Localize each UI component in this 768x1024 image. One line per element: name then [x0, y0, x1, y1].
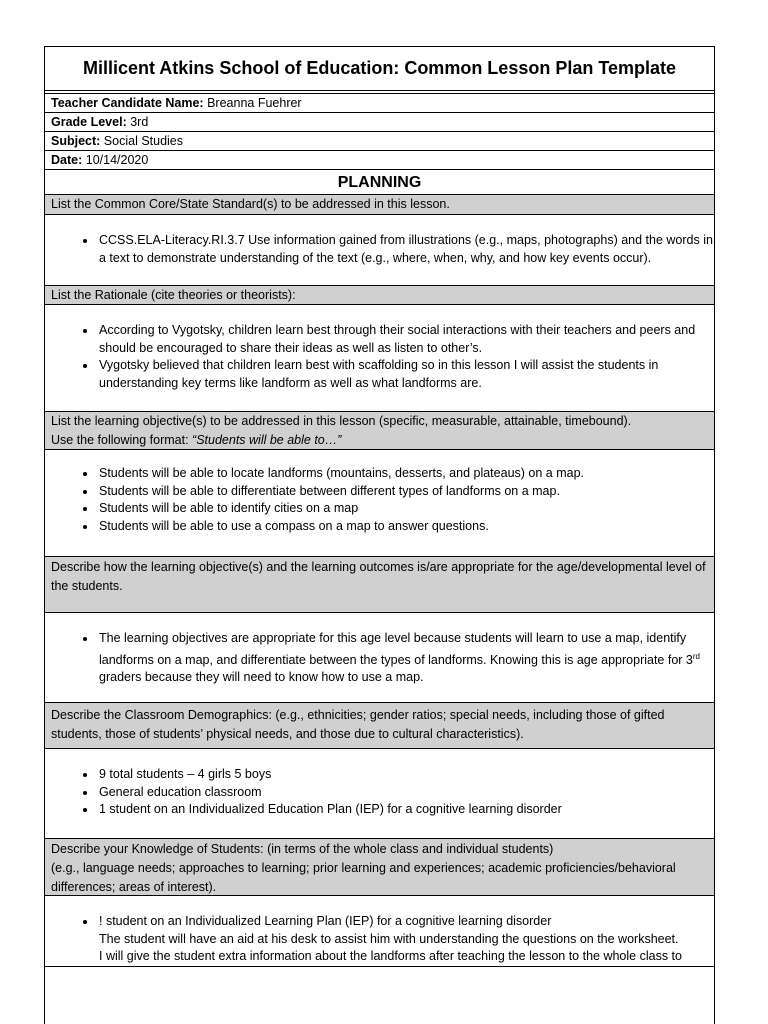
list-item: • Vygotsky believed that children learn best with scaffolding so in this lesson I will assist the students in understanding key terms like landform as well as what landforms are. — [97, 357, 714, 392]
info-value: 10/14/2020 — [85, 153, 149, 167]
list-item: • According to Vygotsky, children learn best through their social interactions with their teachers and peers and should be encouraged to share their ideas as well as listen to other’s. — [97, 322, 714, 357]
grade-level-row — [45, 113, 714, 132]
objectives-prompt — [45, 412, 714, 450]
info-value: 3rd — [130, 115, 149, 129]
knowledge-content — [45, 896, 714, 967]
demographics-prompt: Describe the Classroom Demographics: (e.g., ethnicities; gender ratios; special needs, including those of gifted students, those of students’ physical needs, and those due to cultural characteristics). — [45, 703, 714, 749]
list-item: • Students will be able to differentiate between different types of landforms on a map. — [97, 483, 714, 501]
appropriateness-prompt: Describe how the learning objective(s) and the learning outcomes is/are appropriate for the age/developmental level of the students. — [45, 557, 714, 613]
standards-prompt: List the Common Core/State Standard(s) to be addressed in this lesson. — [45, 195, 714, 215]
objectives-prompt-line1: List the learning objective(s) to be addressed in this lesson (specific, measurable, attainable, timebound). — [51, 414, 632, 428]
objectives-prompt-line2 — [51, 431, 708, 450]
list-item: • 1 student on an Individualized Education Plan (IEP) for a cognitive learning disorder — [97, 801, 714, 819]
lesson-plan-page — [44, 46, 715, 1024]
list-item: • The learning objectives are appropriate for this age level because students will learn to use a map, identify landforms on a map, and differentiate between the types of landforms. Knowing this is age appropriate for 3rd graders because they will need to know how to use a map. — [97, 630, 714, 687]
info-label: Grade Level: — [51, 115, 127, 129]
standards-content — [45, 215, 714, 286]
info-label: Date: — [51, 153, 83, 167]
subject-row — [45, 132, 714, 151]
appropriateness-content — [45, 613, 714, 703]
info-value: Breanna Fuehrer — [207, 96, 302, 110]
list-item: • 9 total students – 4 girls 5 boys — [97, 766, 714, 784]
info-label: Subject: — [51, 134, 101, 148]
list-item: • General education classroom — [97, 784, 714, 802]
rationale-content — [45, 305, 714, 412]
format-example: “Students will be able to…” — [192, 433, 342, 447]
rationale-prompt: List the Rationale (cite theories or theorists): — [45, 286, 714, 305]
planning-heading: PLANNING — [45, 170, 714, 195]
list-item: • CCSS.ELA-Literacy.RI.3.7 Use information gained from illustrations (e.g., maps, photographs) and the words in a text to demonstrate understanding of the text (e.g., where, when, why, and how key events occur). — [97, 232, 714, 267]
date-row — [45, 151, 714, 170]
knowledge-prompt — [45, 839, 714, 896]
list-item: • Students will be able to identify cities on a map — [97, 500, 714, 518]
list-item: • Students will be able to locate landforms (mountains, desserts, and plateaus) on a map. — [97, 465, 714, 483]
knowledge-prompt-line1: Describe your Knowledge of Students: (in terms of the whole class and individual students) — [51, 842, 554, 856]
teacher-name-row — [45, 94, 714, 113]
format-label: Use the following format: — [51, 433, 193, 447]
info-label: Teacher Candidate Name: — [51, 96, 204, 110]
demographics-content — [45, 749, 714, 839]
list-item: • Students will be able to use a compass on a map to answer questions. — [97, 518, 714, 536]
info-value: Social Studies — [103, 134, 184, 148]
knowledge-line: I will give the student extra information about the landforms after teaching the lesson to the whole class to — [99, 949, 682, 963]
list-item: • ! student on an Individualized Learning Plan (IEP) for a cognitive learning disorder — [97, 913, 714, 931]
document-title: Millicent Atkins School of Education: Common Lesson Plan Template — [45, 47, 714, 91]
knowledge-line: The student will have an aid at his desk to assist him with understanding the questions on the worksheet. — [99, 931, 679, 946]
knowledge-prompt-line2: (e.g., language needs; approaches to learning; prior learning and experiences; academic proficiencies/behavioral differences; areas of interest). — [51, 861, 676, 894]
objectives-content — [45, 450, 714, 557]
